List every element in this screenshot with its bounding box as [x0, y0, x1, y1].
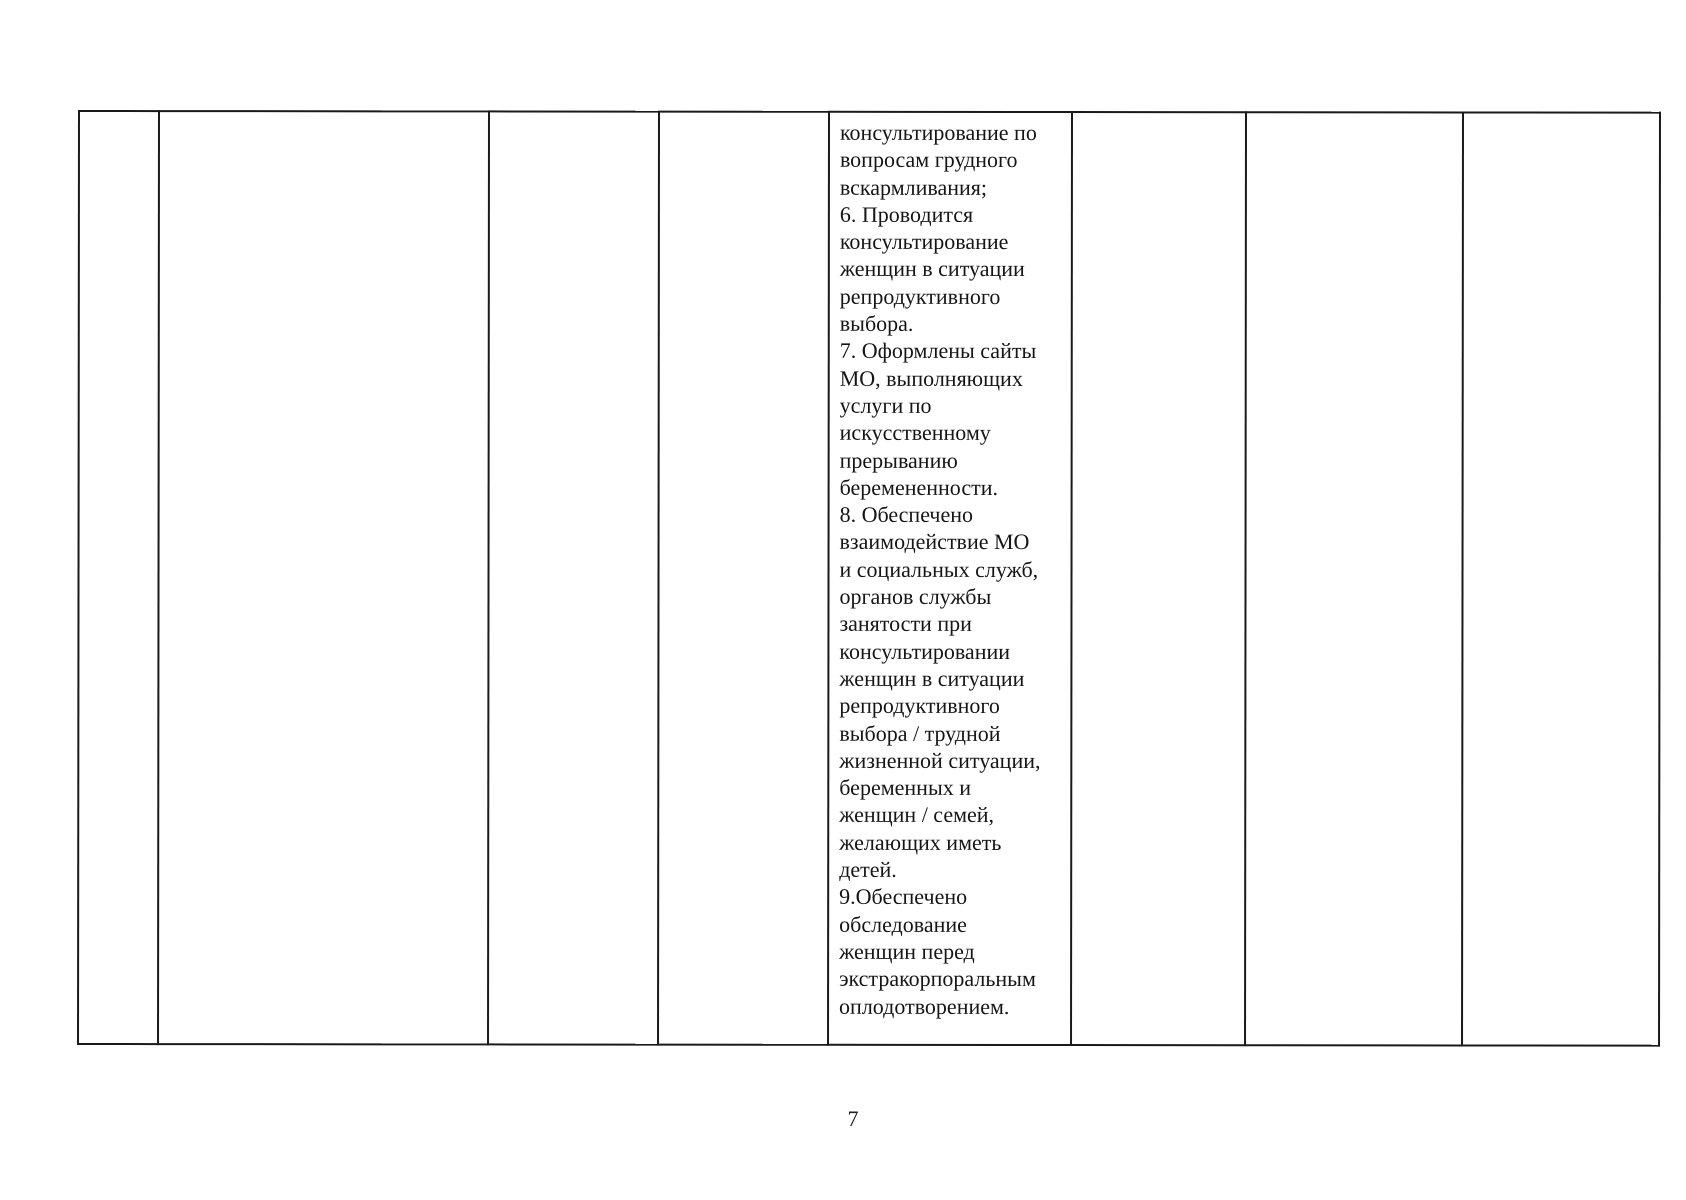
table-cell-col5: [828, 112, 1072, 1045]
table-cell-col7: [1245, 112, 1463, 1045]
table-row: [78, 111, 1660, 1046]
table-cell-col3: [488, 111, 659, 1044]
table-cell-col6: [1071, 112, 1246, 1045]
page-number: 7: [847, 1106, 859, 1131]
document-table: [77, 110, 1661, 1047]
table-cell-col4: [658, 112, 829, 1045]
cell-text-activities: консультирование по вопросам грудного вскармливания; 6. Проводится консультирование женщин в ситуации репродуктивного выбора. 7. Оформлены сайты МО, выполняющих услуги по искусственному прерыванию беремененности. 8. Обеспечено взаимодействие МО и социальных служб, органов службы занятости при консультировании женщин в ситуации репродуктивного выбора / трудной жизненной ситуации, беременных и женщин / семей, желающих иметь детей. 9.Обеспечено обследование женщин перед экстракорпоральным оплодотворением.: [839, 119, 1041, 1019]
table-cell-col8: [1462, 112, 1660, 1045]
table-cell-col2: [158, 111, 489, 1044]
table-cell-col1: [78, 111, 159, 1044]
